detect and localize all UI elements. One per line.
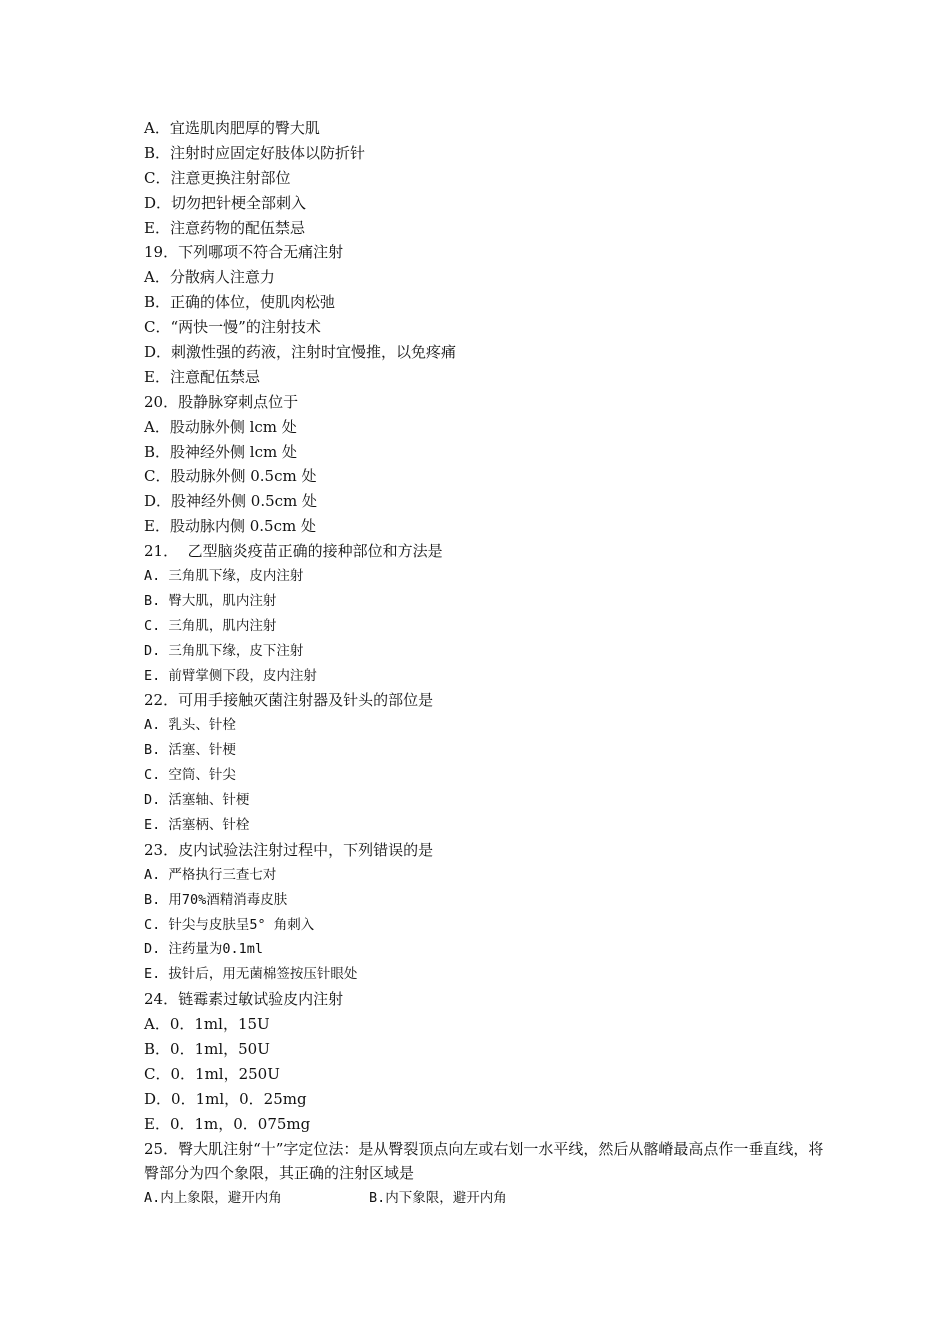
question-23-stem: 23．皮内试验法注射过程中，下列错误的是 (144, 840, 434, 859)
option-line: B. 用70%酒精消毒皮肤 (144, 891, 288, 908)
option-line: E. 前臂掌侧下段，皮内注射 (144, 667, 317, 684)
option-line: C．0．1ml，250U (144, 1064, 280, 1083)
option-line: B．股神经外侧 lcm 处 (144, 442, 297, 461)
option-line: B．0．1ml，50U (144, 1039, 270, 1058)
question-21-stem: 21． 乙型脑炎疫苗正确的接种部位和方法是 (144, 542, 443, 561)
option-line: E．注意药物的配伍禁忌 (144, 218, 305, 237)
question-19-stem: 19．下列哪项不符合无痛注射 (144, 243, 344, 262)
question-24-stem: 24．链霉素过敏试验皮内注射 (144, 990, 344, 1009)
option-line: E．股动脉内侧 0.5cm 处 (144, 517, 316, 536)
option-a: A.内上象限，避开内角 (144, 1190, 282, 1207)
option-line: A. 三角肌下缘，皮内注射 (144, 568, 304, 585)
option-line: B. 臀大肌，肌内注射 (144, 592, 277, 609)
option-line: B．正确的体位，使肌肉松弛 (144, 293, 336, 312)
option-line: A. 严格执行三查七对 (144, 866, 277, 883)
option-line: B．注射时应固定好肢体以防折针 (144, 143, 366, 162)
option-line: E．注意配伍禁忌 (144, 367, 260, 386)
option-line: E．0．1m，0．075mg (144, 1114, 311, 1133)
question-20-stem: 20．股静脉穿刺点位于 (144, 392, 299, 411)
question-text (144, 116, 824, 1211)
question-25-stem: 25．臀大肌注射“十”字定位法：是从臀裂顶点向左或右划一水平线，然后从髂嵴最高点作一垂直线，将臀部分为四个象限，其正确的注射区域是 (144, 1139, 824, 1183)
option-line: D. 注药量为0.1ml (144, 941, 264, 958)
option-line: A. 乳头、针栓 (144, 717, 236, 734)
option-line: D．刺激性强的药液，注射时宜慢推，以免疼痛 (144, 343, 457, 362)
option-line: E. 拔针后，用无菌棉签按压针眼处 (144, 966, 358, 983)
option-line: A．0．1ml，15U (144, 1015, 270, 1034)
option-line: C. 三角肌，肌内注射 (144, 617, 277, 634)
option-line: C．股动脉外侧 0.5cm 处 (144, 467, 317, 486)
option-line: C．“两快一慢”的注射技术 (144, 318, 321, 337)
option-line: D. 活塞轴、针梗 (144, 792, 250, 809)
option-line: C. 空筒、针尖 (144, 767, 236, 784)
option-line: E. 活塞柄、针栓 (144, 816, 250, 833)
option-line: C．注意更换注射部位 (144, 168, 291, 187)
option-line: A．分散病人注意力 (144, 268, 275, 287)
option-line: D．0．1ml，0．25mg (144, 1089, 307, 1108)
option-line: D．股神经外侧 0.5cm 处 (144, 492, 318, 511)
option-line: A．股动脉外侧 lcm 处 (144, 417, 297, 436)
option-line: B. 活塞、针梗 (144, 742, 236, 759)
option-line: D．切勿把针梗全部刺入 (144, 193, 307, 212)
question-22-stem: 22．可用手接触灭菌注射器及针头的部位是 (144, 691, 434, 710)
question-25-options (144, 1186, 824, 1211)
option-line: A．宜选肌肉肥厚的臀大肌 (144, 119, 320, 137)
option-line: D. 三角肌下缘，皮下注射 (144, 642, 304, 659)
option-b: B.内下象限，避开内角 (369, 1190, 507, 1207)
option-line: C. 针尖与皮肤呈5° 角刺入 (144, 916, 315, 933)
